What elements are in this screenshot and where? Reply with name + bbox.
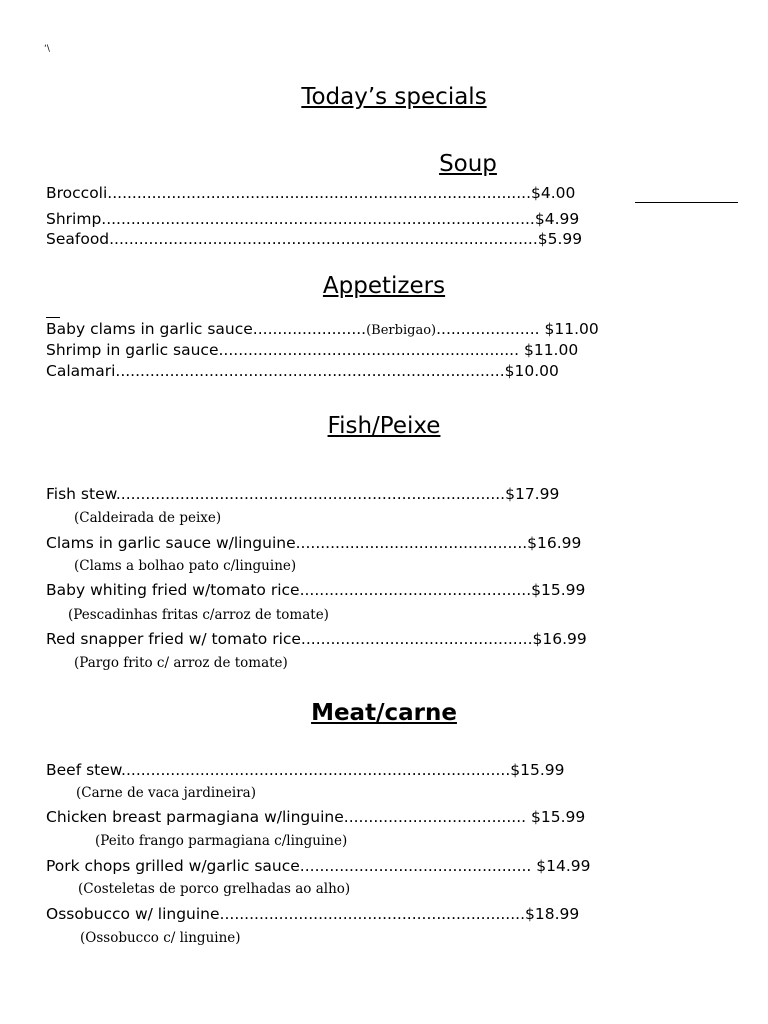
fish-item-subtitle: (Caldeirada de peixe): [74, 510, 222, 526]
soup-heading: Soup: [439, 151, 497, 177]
soup-item-shrimp: Shrimp........................................................................................$4.99: [46, 210, 580, 228]
corner-mark: ‘\: [44, 44, 50, 54]
appetizer-item-baby-clams: [46, 320, 599, 338]
fish-heading: Fish/Peixe: [327, 413, 441, 439]
meat-item-subtitle: (Carne de vaca jardineira): [76, 785, 256, 801]
fish-item: Baby whiting fried w/tomato rice...............................................$15.99: [46, 581, 586, 599]
appetizers-heading: Appetizers: [322, 273, 446, 299]
soup-item-broccoli: Broccoli......................................................................................$4.00: [46, 184, 576, 202]
short-mark: [46, 317, 60, 318]
fish-item: Red snapper fried w/ tomato rice...............................................$16.99: [46, 630, 587, 648]
meat-item: Pork chops grilled w/garlic sauce............................................... $14.99: [46, 857, 591, 875]
meat-item-subtitle: (Costeletas de porco grelhadas ao alho): [78, 881, 351, 897]
soup-item-seafood: Seafood.......................................................................................$5.99: [46, 230, 583, 248]
fish-item: Clams in garlic sauce w/linguine...............................................$16.99: [46, 534, 582, 552]
blank-line: [635, 202, 738, 203]
fish-item-subtitle: (Pescadinhas fritas c/arroz de tomate): [68, 607, 329, 623]
meat-item-subtitle: (Ossobucco c/ linguine): [80, 930, 241, 946]
appetizer-item-calamari: Calamari...............................................................................$10.00: [46, 362, 559, 380]
appetizer-item-price: ..................... $11.00: [436, 320, 599, 338]
meat-item: Chicken breast parmagiana w/linguine..................................... $15.99: [46, 808, 586, 826]
fish-item-subtitle: (Clams a bolhao pato c/linguine): [74, 558, 297, 574]
page-title: Today’s specials: [301, 84, 487, 110]
fish-item: Fish stew...............................................................................$17.99: [46, 485, 560, 503]
meat-item-subtitle: (Peito frango parmagiana c/linguine): [95, 833, 348, 849]
fish-item-subtitle: (Pargo frito c/ arroz de tomate): [74, 655, 288, 671]
appetizer-item-name: Baby clams in garlic sauce.......................: [46, 320, 367, 338]
appetizer-item-shrimp: Shrimp in garlic sauce............................................................. $11.00: [46, 341, 579, 359]
appetizer-item-note: (Berbigao): [366, 323, 437, 338]
meat-item: Ossobucco w/ linguine..............................................................$18.99: [46, 905, 580, 923]
meat-heading: Meat/carne: [311, 700, 457, 726]
meat-item: Beef stew...............................................................................$15.99: [46, 761, 565, 779]
